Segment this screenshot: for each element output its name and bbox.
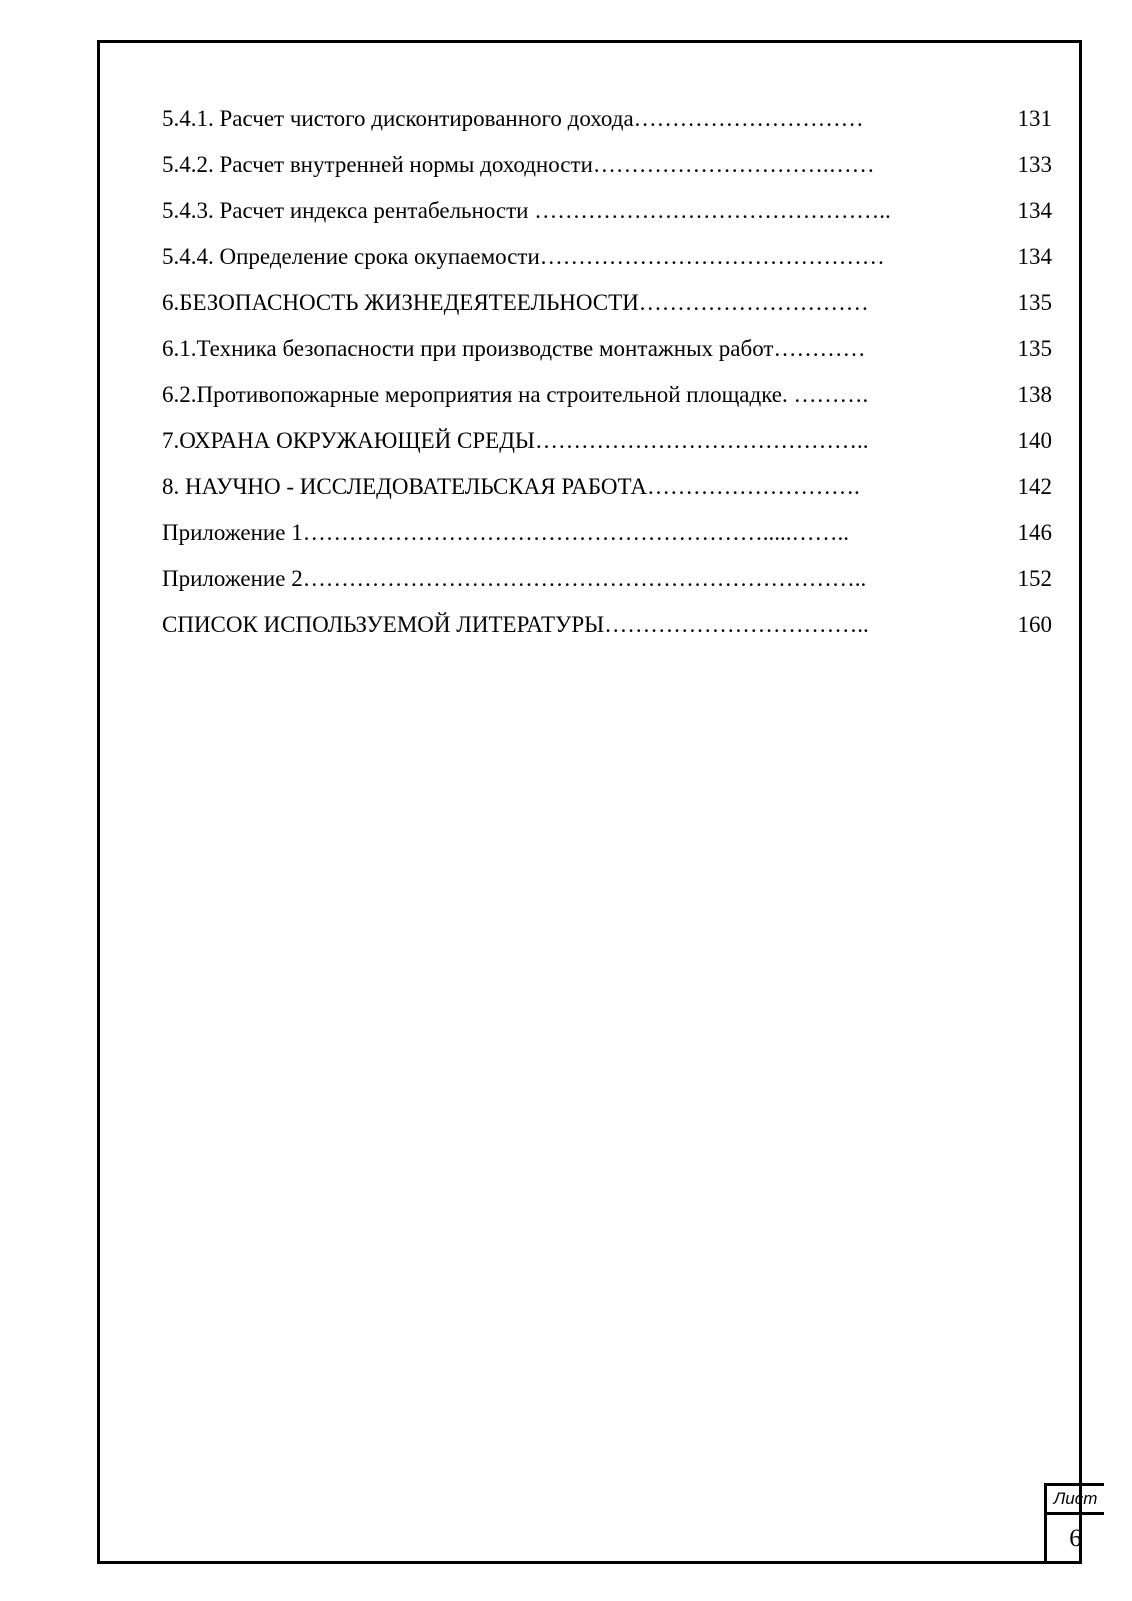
- toc-entry-appendix-1[interactable]: [162, 518, 1052, 564]
- toc-entry-label: 6.1.Техника безопасности при производстве монтажных работ…………: [162, 336, 866, 361]
- table-of-contents: [162, 104, 1052, 656]
- toc-entry-page: 135: [1017, 290, 1052, 315]
- toc-entry-label: 7.ОХРАНА ОКРУЖАЮЩЕЙ СРЕДЫ……………………………………..: [162, 428, 869, 453]
- toc-entry-6-2[interactable]: [162, 380, 1052, 426]
- toc-entry-page: 138: [1017, 382, 1052, 407]
- toc-entry-label: 5.4.2. Расчет внутренней нормы доходности………………………….……: [162, 152, 875, 177]
- toc-entry-6[interactable]: [162, 288, 1052, 334]
- toc-entry-page: 142: [1017, 474, 1052, 499]
- toc-entry-page: 134: [1017, 198, 1052, 223]
- toc-entry-5-4-3[interactable]: [162, 196, 1052, 242]
- toc-entry-label: 6.БЕЗОПАСНОСТЬ ЖИЗНЕДЕЯТЕЕЛЬНОСТИ…………………………: [162, 290, 869, 315]
- toc-entry-label: Приложение 2………………………………………………………………..: [162, 566, 867, 591]
- toc-entry-label: 5.4.3. Расчет индекса рентабельности ………………………………………..: [162, 198, 891, 223]
- sheet-stamp: [1044, 1483, 1104, 1564]
- toc-entry-appendix-2[interactable]: [162, 564, 1052, 610]
- toc-entry-7[interactable]: [162, 426, 1052, 472]
- toc-entry-page: 160: [1017, 612, 1052, 637]
- toc-entry-label: СПИСОК ИСПОЛЬЗУЕМОЙ ЛИТЕРАТУРЫ……………………………..: [162, 612, 869, 637]
- toc-entry-5-4-4[interactable]: [162, 242, 1052, 288]
- toc-entry-page: 133: [1017, 152, 1052, 177]
- toc-entry-page: 134: [1017, 244, 1052, 269]
- toc-entry-label: 5.4.4. Определение срока окупаемости………………………………………: [162, 244, 885, 269]
- toc-entry-page: 146: [1017, 520, 1052, 545]
- toc-entry-label: 6.2.Противопожарные мероприятия на строительной площадке. ……….: [162, 382, 869, 407]
- toc-entry-6-1[interactable]: [162, 334, 1052, 380]
- sheet-number: 6: [1069, 1525, 1082, 1552]
- toc-entry-references[interactable]: [162, 610, 1052, 656]
- sheet-label: Лист: [1047, 1486, 1104, 1515]
- toc-entry-5-4-1[interactable]: [162, 104, 1052, 150]
- toc-entry-label: Приложение 1…………………………………………………….....……..: [162, 520, 849, 545]
- toc-entry-label: 8. НАУЧНО - ИССЛЕДОВАТЕЛЬСКАЯ РАБОТА……………………….: [162, 474, 860, 499]
- toc-entry-5-4-2[interactable]: [162, 150, 1052, 196]
- toc-entry-page: 131: [1017, 106, 1052, 131]
- toc-entry-8[interactable]: [162, 472, 1052, 518]
- toc-entry-page: 152: [1017, 566, 1052, 591]
- toc-entry-page: 135: [1017, 336, 1052, 361]
- toc-entry-page: 140: [1017, 428, 1052, 453]
- toc-entry-label: 5.4.1. Расчет чистого дисконтированного дохода…………………………: [162, 106, 864, 131]
